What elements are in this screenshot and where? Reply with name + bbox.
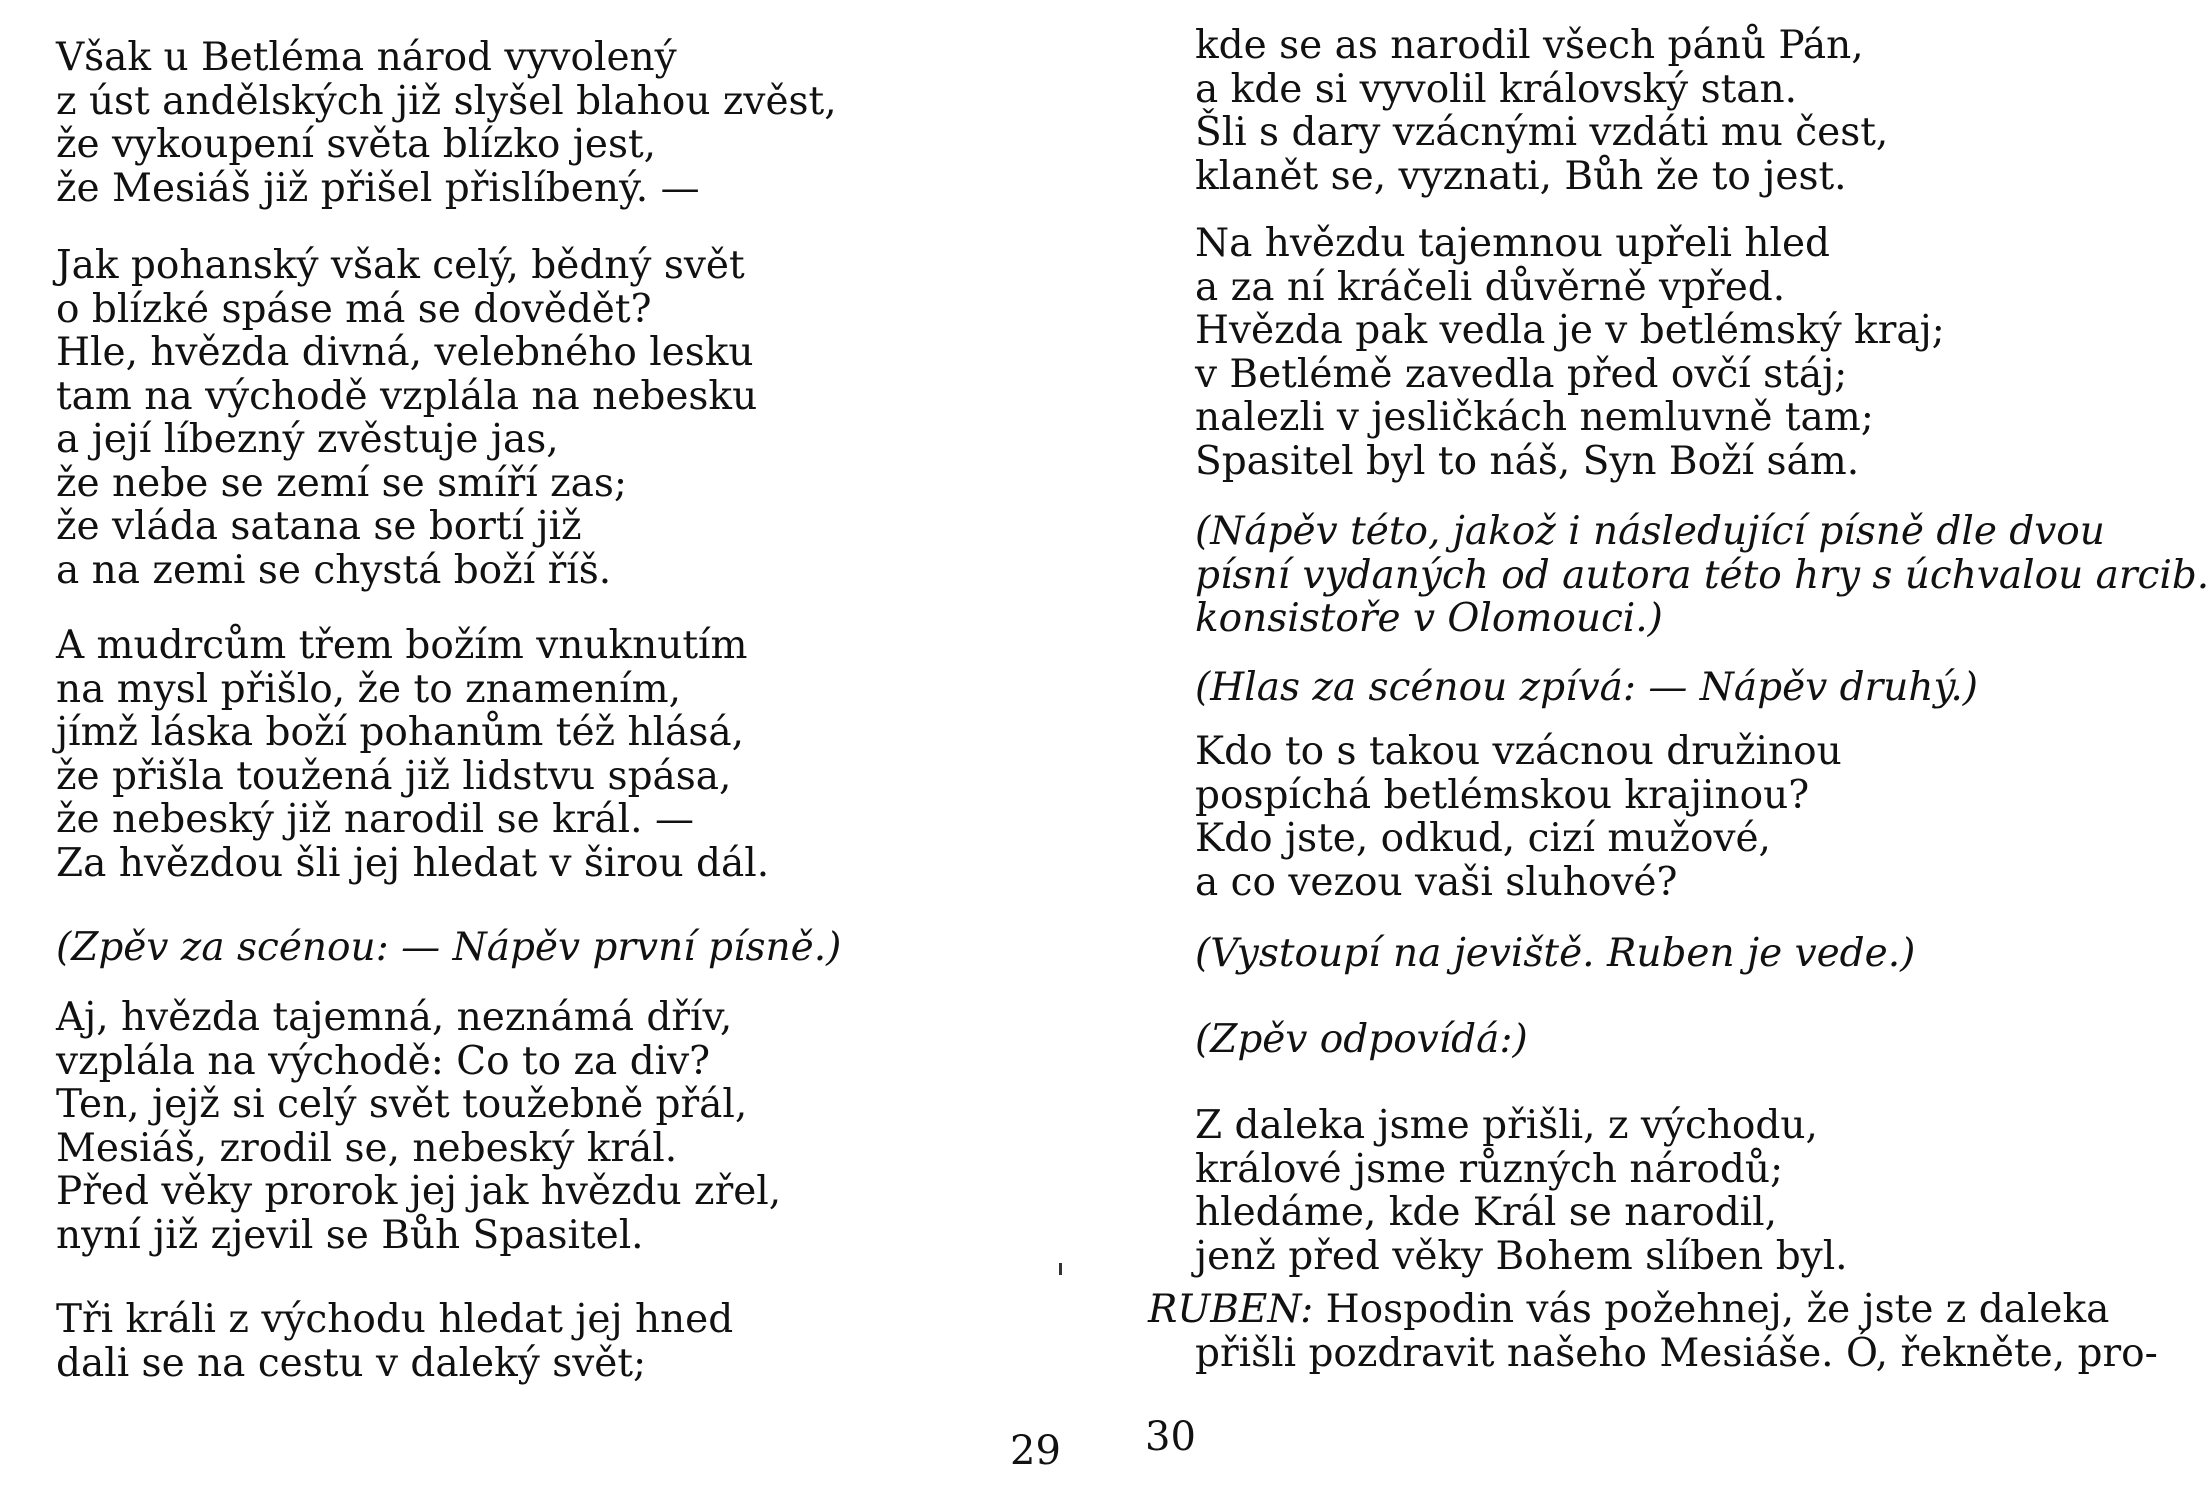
ruben-speech bbox=[1148, 1288, 2158, 1375]
verse-line: Tři králi z východu hledat jej hned bbox=[56, 1297, 734, 1342]
verse-line: o blízké spáse má se dovědět? bbox=[56, 286, 652, 332]
verse-line: Šli s dary vzácnými vzdáti mu čest, bbox=[1195, 110, 1889, 155]
stage-direction-text: (Hlas za scénou zpívá: — Nápěv druhý.) bbox=[1195, 665, 1978, 710]
verse-line: vzplála na východě: Co to za div? bbox=[56, 1038, 711, 1084]
verse-stanza-5 bbox=[1195, 222, 1945, 483]
stage-direction-text: (Vystoupí na jeviště. Ruben je vede.) bbox=[1195, 931, 1916, 976]
song-stanza-2 bbox=[56, 1298, 733, 1385]
verse-line: nalezli v jesličkách nemluvně tam; bbox=[1195, 395, 1874, 440]
verse-line: Ten, jejž si celý svět toužebně přál, bbox=[56, 1082, 748, 1127]
verse-line: dali se na cestu v daleký svět; bbox=[56, 1340, 647, 1386]
verse-line: a co vezou vaši sluhové? bbox=[1195, 859, 1678, 905]
stage-direction bbox=[56, 926, 841, 970]
note-line: písní vydaných od autora této hry s úchvalou arcib. bbox=[1195, 552, 2210, 598]
song-stanza-1 bbox=[56, 996, 781, 1257]
verse-line: z úst andělských již slyšel blahou zvěst, bbox=[56, 78, 837, 124]
verse-line: že přišla toužená již lidstvu spása, bbox=[56, 753, 732, 799]
verse-line: na mysl přišlo, že to znamením, bbox=[56, 666, 682, 712]
verse-line: nyní již zjevil se Bůh Spasitel. bbox=[56, 1212, 644, 1258]
stage-direction-text: (Zpěv za scénou: — Nápěv první písně.) bbox=[56, 925, 842, 970]
verse-line: a její líbezný zvěstuje jas, bbox=[56, 417, 559, 462]
verse-stanza-1 bbox=[56, 36, 837, 210]
verse-line: Jak pohanský však celý, bědný svět bbox=[56, 243, 745, 288]
verse-line: Kdo jste, odkud, cizí mužové, bbox=[1195, 816, 1771, 861]
verse-line: Za hvězdou šli jej hledat v širou dál. bbox=[56, 840, 770, 886]
verse-line: Z daleka jsme přišli, z východu, bbox=[1195, 1103, 1818, 1148]
verse-line: že Mesiáš již přišel přislíbený. — bbox=[56, 165, 700, 211]
stage-direction bbox=[1195, 666, 1978, 710]
verse-line: Hvězda pak vedla je v betlémský kraj; bbox=[1195, 308, 1945, 353]
verse-line: Kdo to s takou vzácnou družinou bbox=[1195, 729, 1842, 774]
verse-line: Před věky prorok jej jak hvězdu zřel, bbox=[56, 1169, 782, 1214]
right-page bbox=[1105, 0, 2210, 1500]
note-line: (Nápěv této, jakož i následující písně dle dvou bbox=[1195, 509, 2105, 554]
speech-line bbox=[1148, 1288, 2158, 1332]
verse-line: králové jsme různých národů; bbox=[1195, 1146, 1784, 1192]
verse-line: Aj, hvězda tajemná, neznámá dřív, bbox=[56, 995, 733, 1040]
verse-line: Však u Betléma národ vyvolený bbox=[56, 35, 677, 80]
verse-line: že vykoupení světa blízko jest, bbox=[56, 122, 657, 167]
stage-direction bbox=[1195, 932, 1915, 976]
verse-line: Na hvězdu tajemnou upřeli hled bbox=[1195, 221, 1831, 266]
verse-line: Hle, hvězda divná, velebného lesku bbox=[56, 330, 754, 375]
verse-line: že vláda satana se bortí již bbox=[56, 504, 582, 549]
melody-note bbox=[1195, 510, 2209, 641]
verse-line: jímž láska boží pohanům též hlásá, bbox=[56, 710, 745, 755]
stage-direction bbox=[1195, 1018, 1528, 1062]
verse-line: A mudrcům třem božím vnuknutím bbox=[56, 623, 748, 668]
verse-stanza-3 bbox=[56, 624, 769, 885]
verse-line: a za ní kráčeli důvěrně vpřed. bbox=[1195, 264, 1786, 310]
answer-stanza bbox=[1195, 1104, 1848, 1278]
stage-direction-text: (Zpěv odpovídá:) bbox=[1195, 1017, 1528, 1062]
verse-line: klanět se, vyznati, Bůh že to jest. bbox=[1195, 153, 1847, 199]
left-page bbox=[0, 0, 1080, 1500]
verse-line: že nebeský již narodil se král. — bbox=[56, 797, 694, 842]
verse-stanza-4 bbox=[1195, 24, 1888, 198]
page-number: 29 bbox=[1010, 1428, 1061, 1474]
speech-text: Hospodin vás požehnej, že jste z daleka bbox=[1313, 1287, 2110, 1332]
verse-line: Mesiáš, zrodil se, nebeský král. bbox=[56, 1125, 678, 1171]
speech-line: přišli pozdravit našeho Mesiáše. Ó, řekněte, pro- bbox=[1195, 1330, 2158, 1376]
speaker-name: RUBEN: bbox=[1148, 1287, 1314, 1332]
verse-line: Spasitel byl to náš, Syn Boží sám. bbox=[1195, 438, 1860, 484]
question-stanza bbox=[1195, 730, 1842, 904]
verse-line: v Betlémě zavedla před ovčí stáj; bbox=[1195, 351, 1848, 397]
note-line: konsistoře v Olomouci.) bbox=[1195, 596, 1663, 641]
verse-line: a na zemi se chystá boží říš. bbox=[56, 547, 612, 593]
verse-line: jenž před věky Bohem slíben byl. bbox=[1195, 1233, 1848, 1279]
page-number: 30 bbox=[1145, 1414, 1196, 1460]
verse-line: pospíchá betlémskou krajinou? bbox=[1195, 772, 1810, 818]
verse-line: hledáme, kde Král se narodil, bbox=[1195, 1190, 1778, 1235]
verse-line: a kde si vyvolil královský stan. bbox=[1195, 66, 1798, 112]
verse-line: že nebe se zemí se smíří zas; bbox=[56, 460, 628, 506]
verse-line: tam na východě vzplála na nebesku bbox=[56, 373, 758, 419]
verse-line: kde se as narodil všech pánů Pán, bbox=[1195, 23, 1864, 68]
verse-stanza-2 bbox=[56, 244, 757, 592]
gutter-mark bbox=[1059, 1263, 1062, 1275]
